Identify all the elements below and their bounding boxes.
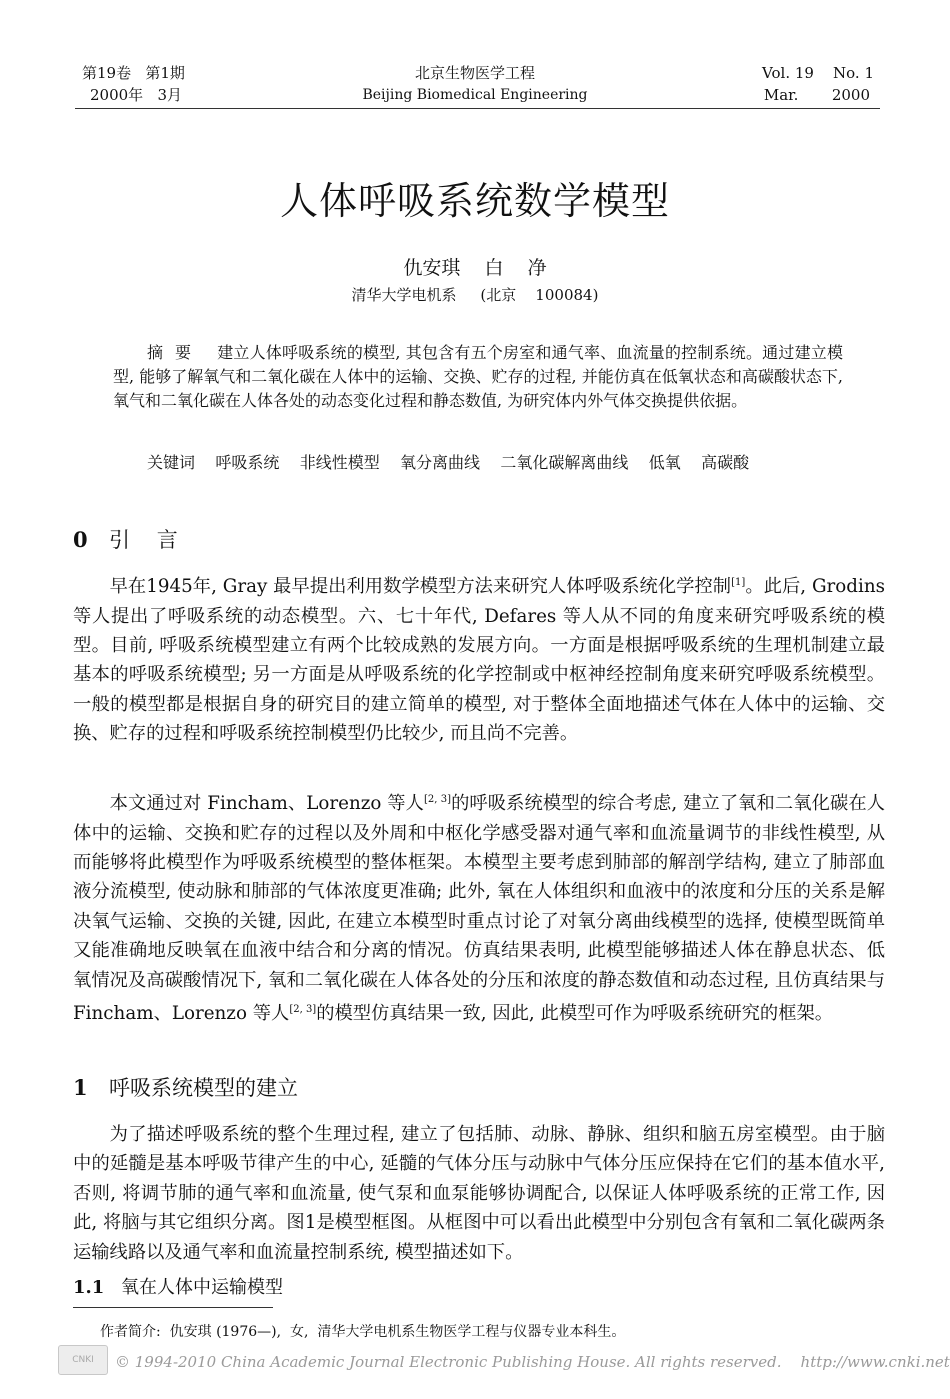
section-0-title: 引 言 bbox=[109, 528, 178, 552]
authors: 仇安琪 白 净 bbox=[403, 257, 547, 279]
section-0-heading bbox=[73, 525, 178, 555]
section-1-paragraph-1: 为了描述呼吸系统的整个生理过程, 建立了包括肺、动脉、静脉、组织和脑五房室模型。由于脑中的延髓是基本呼吸节律产生的中心, 延髓的气体分压与动脉中气体分压应保持在它们的基本值水平, 否则, 将调节肺的通气率和血流量, 使气泵和血泵能够协调配合, 以保证人体呼吸系统的正常工作, 因此, 将脑与其它组织分离。图1是模型框图。从框图中可以看出此模型中分别包含有氧和二氧化碳两条运输线路以及通气率和血流量控制系统, 模型描述如下。 bbox=[73, 1124, 885, 1263]
header-date-en: Mar. 2000 bbox=[763, 86, 870, 104]
section-1-number: 1 bbox=[73, 1075, 88, 1100]
affiliation: 清华大学电机系 (北京 100084) bbox=[351, 286, 599, 304]
section-1-heading bbox=[73, 1073, 298, 1103]
footnote-rule bbox=[73, 1307, 273, 1308]
keywords: 关键词 呼吸系统 非线性模型 氧分离曲线 二氧化碳解离曲线 低氧 高碳酸 bbox=[147, 453, 750, 472]
abstract bbox=[113, 341, 843, 413]
citation-1: [1] bbox=[731, 577, 746, 588]
section-0-paragraph-2 bbox=[73, 785, 885, 1028]
citation-2-3-second: [2, 3] bbox=[289, 1003, 317, 1015]
header-volume-en: Vol. 19 No. 1 bbox=[762, 64, 874, 82]
author-footnote: 作者简介: 仇安琪 (1976—), 女, 清华大学电机系生物医学工程与仪器专业本科生。 bbox=[100, 1324, 626, 1340]
subsection-1-1-number: 1.1 bbox=[73, 1277, 105, 1298]
section-0-number: 0 bbox=[73, 527, 88, 552]
header-volume-cn: 第19卷 第1期 bbox=[82, 64, 185, 82]
header-rule bbox=[75, 108, 880, 109]
p2-text-a: 本文通过对 Fincham、Lorenzo 等人 bbox=[109, 793, 425, 815]
abstract-label: 摘要 bbox=[147, 343, 204, 362]
publisher-logo-icon: CNKI bbox=[58, 1345, 108, 1375]
abstract-text: 建立人体呼吸系统的模型, 其包含有五个房室和通气率、血流量的控制系统。通过建立模型, 能够了解氧气和二氧化碳在人体中的运输、交换、贮存的过程, 并能仿真在低氧状态和高碳酸状态下, 氧气和二氧化碳在人体各处的动态变化过程和静态数值, 为研究体内外气体交换提供依据。 bbox=[113, 343, 843, 410]
p2-text-c: 的模型仿真结果一致, 因此, 此模型可作为呼吸系统研究的框架。 bbox=[316, 1003, 834, 1025]
paper-title: 人体呼吸系统数学模型 bbox=[279, 179, 670, 223]
header-journal-cn: 北京生物医学工程 bbox=[414, 64, 535, 82]
subsection-1-1-heading bbox=[73, 1274, 283, 1302]
section-0-paragraph-1 bbox=[73, 568, 885, 749]
subsection-1-1-title: 氧在人体中运输模型 bbox=[121, 1277, 283, 1298]
header-date-cn: 2000年 3月 bbox=[90, 86, 183, 104]
section-1-title: 呼吸系统模型的建立 bbox=[109, 1076, 298, 1100]
citation-2-3: [2, 3] bbox=[424, 794, 451, 805]
p1-text-b: 。此后, Grodins 等人提出了呼吸系统的动态模型。六、七十年代, Defares 等人从不同的角度来研究呼吸系统的模型。目前, 呼吸系统模型建立有两个比较成熟的发展方向。一方面是根据呼吸系统的生理机制建立最基本的呼吸系统模型; 另一方面是从呼吸系统的化学控制或中枢神经控制角度来研究呼吸系统模型。一般的模型都是根据自身的研究目的建立简单的模型, 对于整体全面地描述气体在人体中的运输、交换、贮存的过程和呼吸系统控制模型仍比较少, 而且尚不完善。 bbox=[73, 576, 885, 745]
p1-text-a: 早在1945年, Gray 最早提出利用数学模型方法来研究人体呼吸系统化学控制 bbox=[109, 576, 732, 598]
p2-text-b: 的呼吸系统模型的综合考虑, 建立了氧和二氧化碳在人体中的运输、交换和贮存的过程以及外周和中枢化学感受器对通气率和血流量调节的非线性模型, 从而能够将此模型作为呼吸系统模型的整体框架。本模型主要考虑到肺部的解剖学结构, 建立了肺部血液分流模型, 使动脉和肺部的气体浓度更准确; 此外, 氧在人体组织和血液中的浓度和分压的关系是解决氧气运输、交换的关键, 因此, 在建立本模型时重点讨论了对氧分离曲线模型的选择, 使模型既简单又能准确地反映氧在血液中结合和分离的情况。仿真结果表明, 此模型能够描述人体在静息状态、低氧情况及高碳酸情况下, 氧和二氧化碳在人体各处的分压和浓度的静态数值和动态过程, 且仿真结果与 Fincham、Lorenzo 等人 bbox=[73, 793, 885, 1025]
copyright-notice: © 1994-2010 China Academic Journal Electronic Publishing House. All rights reserved. http://www.cnki.net bbox=[115, 1353, 950, 1371]
header-journal-en: Beijing Biomedical Engineering bbox=[362, 87, 588, 103]
